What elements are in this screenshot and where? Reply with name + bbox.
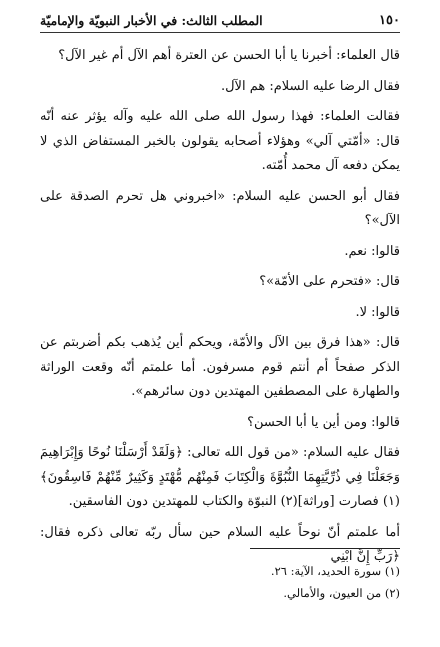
paragraph: فقال أبو الحسن عليه السلام: «اخبروني هل تحرم الصدقة على الآل»؟ [40,188,400,228]
footnote-divider [250,548,400,549]
paragraph: قالوا: لا. [355,304,400,320]
page-header [40,8,400,33]
paragraph: فقالت العلماء: فهذا رسول الله صلى الله عليه وآله يؤثر عنه أنّه قال: «أمّتي آلي» وهؤلاء أصحابه يقولون بالخبر المستفاض الذي لا يمكن دفعه آل محمد أُمّته. [40,109,400,173]
paragraph: قال: «هذا فرق بين الآل والأمّة، ويحكم أين يُذهب بكم أضربتم عن الذكر صفحاً أم أنتم قوم مسرفون. أما علمتم أنّه وقعت الوراثة والطهارة على المصطفين المهتدين دون سائرهم». [40,335,400,399]
main-text [40,44,400,576]
paragraph: قال العلماء: أخبرنا يا أبا الحسن عن العترة أهم الآل أم غير الآل؟ [58,48,400,63]
footnote: (١) سورة الحديد، الآية: ٢٦. [270,564,400,578]
paragraph: فقال الرضا عليه السلام: هم الآل. [220,78,400,94]
paragraph: فقال عليه السلام: «من قول الله تعالى: ﴿وَلَقَدْ أَرْسَلْنَا نُوحًا وَإِبْرَاهِيمَ وَجَعَلْنَا فِي ذُرِّيَّتِهِمَا النُّبُوَّةَ وَالْكِتَابَ فَمِنْهُم مُّهْتَدٍ وَكَثِيرٌ مِّنْهُمْ فَاسِقُونَ﴾(١) فصارت [وراثة](٢) النبوّة والكتاب للمهتدين دون الفاسقين. [40,445,400,509]
page-number: ١٥٠ [379,12,400,28]
running-title: المطلب الثالث: في الأخبار النبويّة والإماميّة [40,12,263,28]
footnote: (٢) من العيون، والأمالي. [283,586,400,600]
paragraph: قالوا: ومن أين يا أبا الحسن؟ [247,414,400,430]
paragraph: قال: «فتحرم على الأمّة»؟ [259,274,400,289]
footnotes [40,560,400,604]
paragraph: قالوا: نعم. [344,243,400,259]
paragraph: أما علمتم أنّ نوحاً عليه السلام حين سأل ربّه تعالى ذكره فقال: ﴿رَبِّ إِنَّ ابْنِي [40,524,400,564]
